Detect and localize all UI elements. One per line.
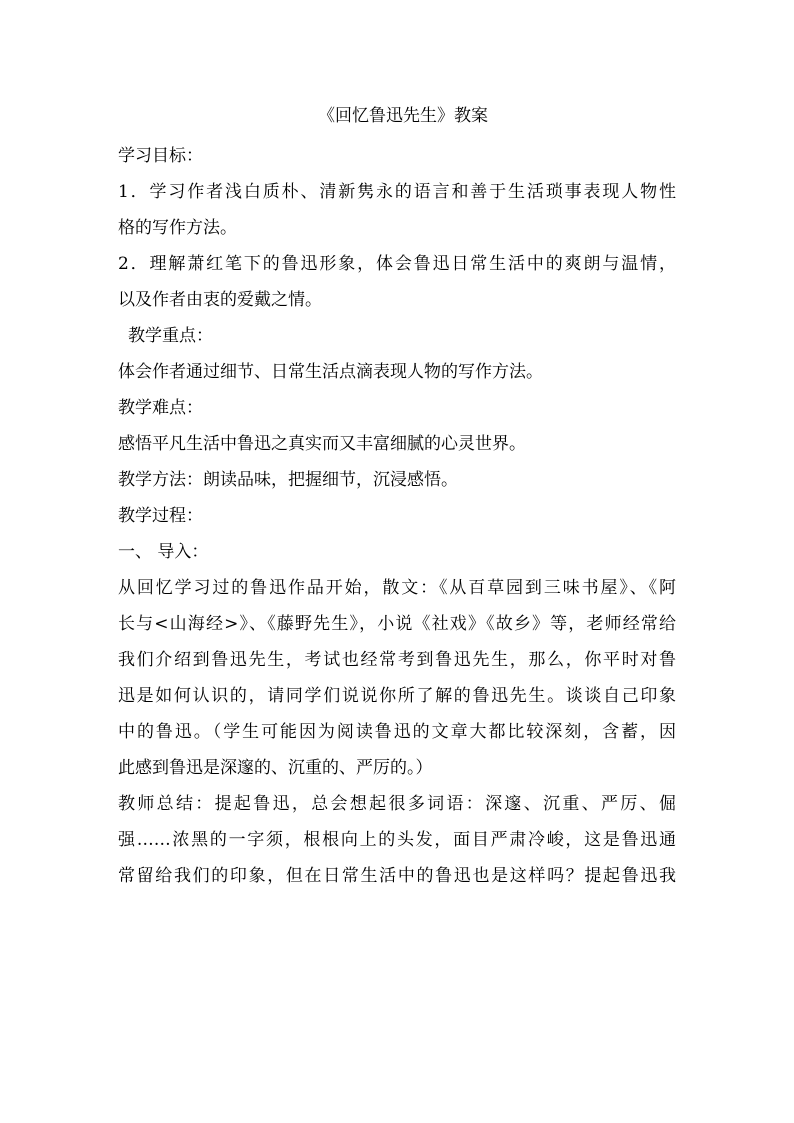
text-line-17: 中的鲁迅。（学生可能因为阅读鲁迅的文章大都比较深刻，含蓄，因	[118, 722, 676, 742]
text-line-6: 教学重点：	[128, 326, 213, 346]
text-line-14: 长与<山海经>》、《藤野先生》，小说《社戏》《故乡》等，老师经常给	[118, 614, 676, 634]
text-line-10: 教学方法：朗读品味，把握细节，沉浸感悟。	[118, 470, 458, 490]
text-line-19: 教师总结：提起鲁迅，总会想起很多词语：深邃、沉重、严厉、倔	[118, 794, 676, 814]
text-line-18: 此感到鲁迅是深邃的、沉重的、严厉的。）	[118, 758, 433, 778]
text-line-16: 迅是如何认识的，请同学们说说你所了解的鲁迅先生。谈谈自己印象	[118, 686, 676, 706]
text-line-3: 格的写作方法。	[118, 218, 237, 238]
text-line-21: 常留给我们的印象，但在日常生活中的鲁迅也是这样吗？提起鲁迅我	[118, 866, 676, 886]
document-title: 《回忆鲁迅先生》教案	[318, 106, 488, 126]
text-line-12: 一、 导入：	[118, 542, 209, 562]
text-line-5: 以及作者由衷的爱戴之情。	[118, 290, 322, 310]
text-line-7: 体会作者通过细节、日常生活点滴表现人物的写作方法。	[118, 362, 543, 382]
text-line-13: 从回忆学习过的鲁迅作品开始，散文：《从百草园到三味书屋》、《阿	[118, 578, 676, 598]
text-line-15: 我们介绍到鲁迅先生，考试也经常考到鲁迅先生，那么，你平时对鲁	[118, 650, 676, 670]
text-line-11: 教学过程：	[118, 506, 203, 526]
text-line-9: 感悟平凡生活中鲁迅之真实而又丰富细腻的心灵世界。	[118, 434, 526, 454]
text-line-8: 教学难点：	[118, 398, 203, 418]
text-line-2: 1．学习作者浅白质朴、清新隽永的语言和善于生活琐事表现人物性	[118, 182, 676, 202]
text-line-4: 2．理解萧红笔下的鲁迅形象，体会鲁迅日常生活中的爽朗与温情，	[118, 254, 676, 274]
text-line-1: 学习目标：	[118, 146, 203, 166]
text-line-20: 强……浓黑的一字须，根根向上的头发，面目严肃冷峻，这是鲁迅通	[118, 830, 676, 850]
